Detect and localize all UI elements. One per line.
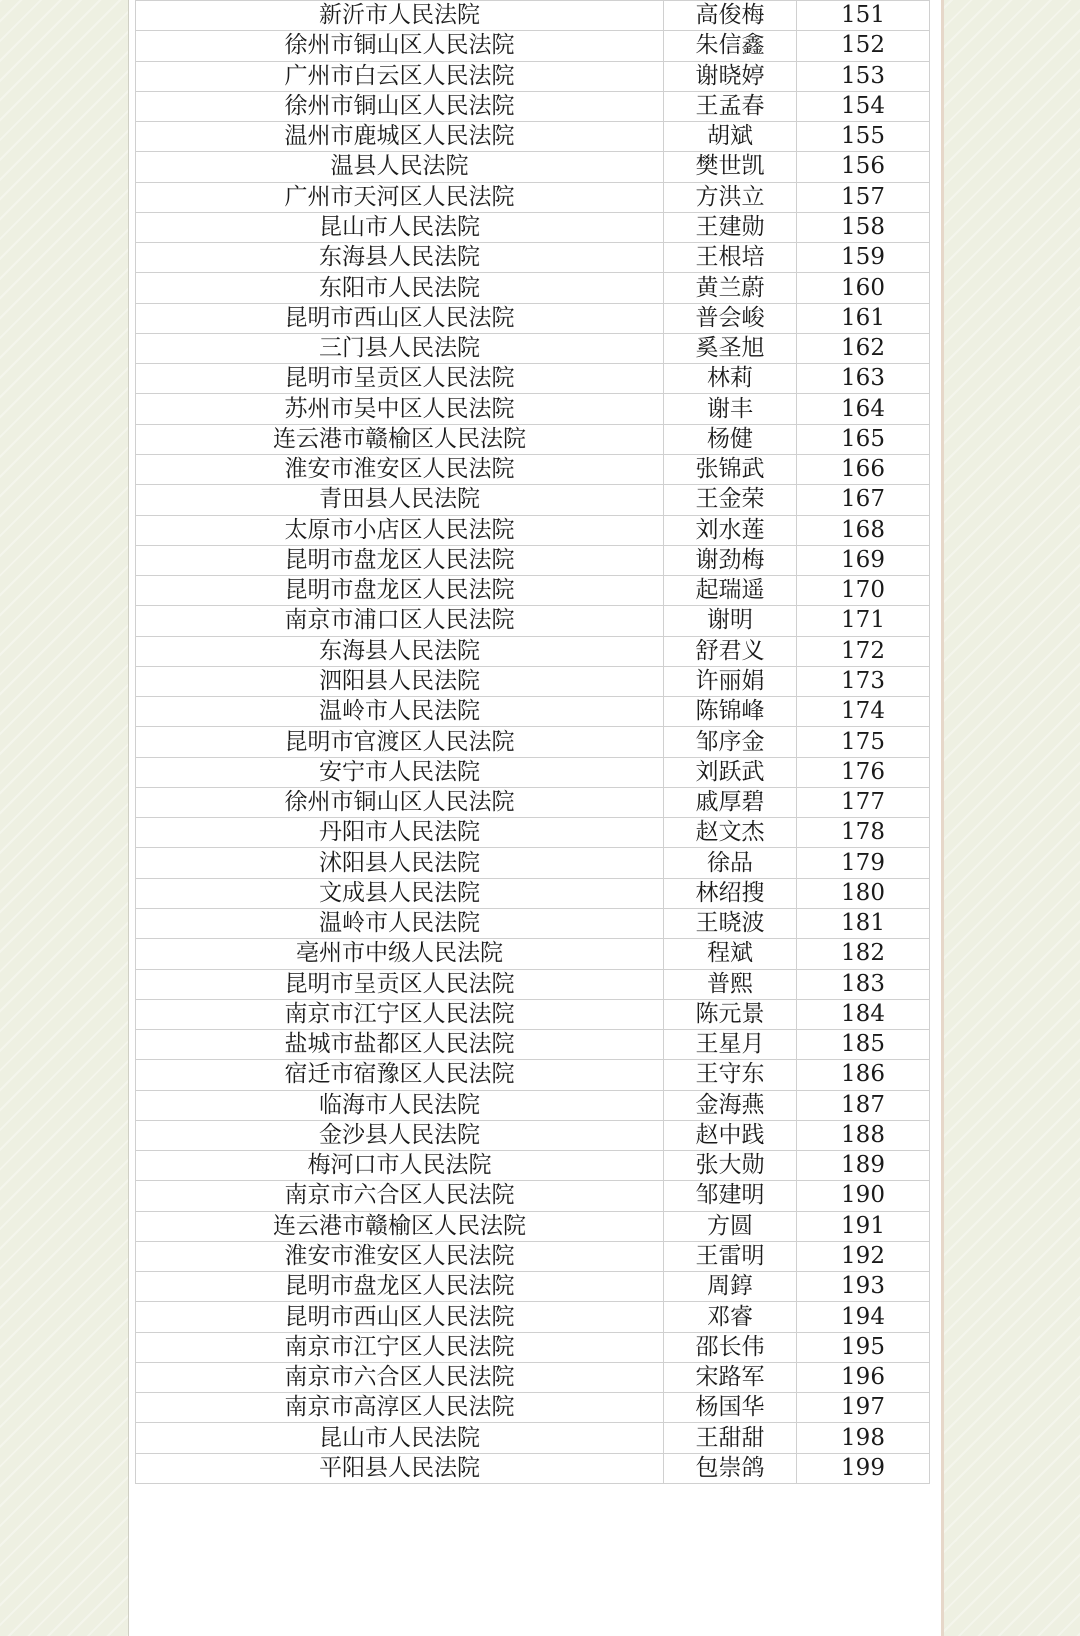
table-row bbox=[136, 515, 930, 545]
table-row bbox=[136, 182, 930, 212]
table-row bbox=[136, 424, 930, 454]
row-number-cell: 159 bbox=[797, 243, 930, 273]
table-row bbox=[136, 1090, 930, 1120]
table-row bbox=[136, 848, 930, 878]
person-name-cell: 赵中践 bbox=[664, 1120, 797, 1150]
row-number-cell: 198 bbox=[797, 1423, 930, 1453]
person-name-cell: 陈元景 bbox=[664, 999, 797, 1029]
person-name-cell: 舒君义 bbox=[664, 636, 797, 666]
person-name-cell: 朱信鑫 bbox=[664, 31, 797, 61]
court-cell: 东海县人民法院 bbox=[136, 243, 664, 273]
person-name-cell: 王雷明 bbox=[664, 1241, 797, 1271]
table-row bbox=[136, 1241, 930, 1271]
table-row bbox=[136, 1272, 930, 1302]
table-row bbox=[136, 576, 930, 606]
court-cell: 南京市高淳区人民法院 bbox=[136, 1393, 664, 1423]
row-number-cell: 184 bbox=[797, 999, 930, 1029]
court-cell: 南京市六合区人民法院 bbox=[136, 1181, 664, 1211]
row-number-cell: 177 bbox=[797, 787, 930, 817]
person-name-cell: 包崇鸽 bbox=[664, 1453, 797, 1483]
court-cell: 南京市江宁区人民法院 bbox=[136, 1332, 664, 1362]
person-name-cell: 胡斌 bbox=[664, 122, 797, 152]
row-number-cell: 152 bbox=[797, 31, 930, 61]
row-number-cell: 164 bbox=[797, 394, 930, 424]
row-number-cell: 194 bbox=[797, 1302, 930, 1332]
court-cell: 温岭市人民法院 bbox=[136, 697, 664, 727]
table-row bbox=[136, 122, 930, 152]
person-name-cell: 方洪立 bbox=[664, 182, 797, 212]
court-cell: 盐城市盐都区人民法院 bbox=[136, 1030, 664, 1060]
court-cell: 昆明市盘龙区人民法院 bbox=[136, 545, 664, 575]
table-row bbox=[136, 757, 930, 787]
court-cell: 文成县人民法院 bbox=[136, 878, 664, 908]
person-name-cell: 高俊梅 bbox=[664, 1, 797, 31]
table-row bbox=[136, 1362, 930, 1392]
table-row bbox=[136, 333, 930, 363]
court-cell: 苏州市吴中区人民法院 bbox=[136, 394, 664, 424]
row-number-cell: 167 bbox=[797, 485, 930, 515]
person-name-cell: 王甜甜 bbox=[664, 1423, 797, 1453]
court-cell: 亳州市中级人民法院 bbox=[136, 939, 664, 969]
table-row bbox=[136, 1302, 930, 1332]
person-name-cell: 刘水莲 bbox=[664, 515, 797, 545]
court-cell: 淮安市淮安区人民法院 bbox=[136, 1241, 664, 1271]
table-row bbox=[136, 273, 930, 303]
court-cell: 丹阳市人民法院 bbox=[136, 818, 664, 848]
court-cell: 青田县人民法院 bbox=[136, 485, 664, 515]
row-number-cell: 199 bbox=[797, 1453, 930, 1483]
person-name-cell: 谢明 bbox=[664, 606, 797, 636]
row-number-cell: 186 bbox=[797, 1060, 930, 1090]
person-name-cell: 谢丰 bbox=[664, 394, 797, 424]
person-name-cell: 王建勋 bbox=[664, 212, 797, 242]
table-row bbox=[136, 1120, 930, 1150]
row-number-cell: 185 bbox=[797, 1030, 930, 1060]
court-cell: 广州市天河区人民法院 bbox=[136, 182, 664, 212]
row-number-cell: 157 bbox=[797, 182, 930, 212]
row-number-cell: 179 bbox=[797, 848, 930, 878]
table-row bbox=[136, 1030, 930, 1060]
table-row bbox=[136, 31, 930, 61]
row-number-cell: 168 bbox=[797, 515, 930, 545]
table-row bbox=[136, 545, 930, 575]
court-cell: 沭阳县人民法院 bbox=[136, 848, 664, 878]
court-cell: 温县人民法院 bbox=[136, 152, 664, 182]
court-cell: 昆明市盘龙区人民法院 bbox=[136, 1272, 664, 1302]
row-number-cell: 182 bbox=[797, 939, 930, 969]
table-row bbox=[136, 818, 930, 848]
court-cell: 南京市浦口区人民法院 bbox=[136, 606, 664, 636]
court-cell: 昆明市呈贡区人民法院 bbox=[136, 364, 664, 394]
row-number-cell: 165 bbox=[797, 424, 930, 454]
row-number-cell: 190 bbox=[797, 1181, 930, 1211]
court-cell: 临海市人民法院 bbox=[136, 1090, 664, 1120]
person-name-cell: 方圆 bbox=[664, 1211, 797, 1241]
row-number-cell: 191 bbox=[797, 1211, 930, 1241]
table-row bbox=[136, 787, 930, 817]
table-row bbox=[136, 303, 930, 333]
person-name-cell: 邓睿 bbox=[664, 1302, 797, 1332]
row-number-cell: 189 bbox=[797, 1151, 930, 1181]
table-row bbox=[136, 1211, 930, 1241]
court-cell: 平阳县人民法院 bbox=[136, 1453, 664, 1483]
person-name-cell: 奚圣旭 bbox=[664, 333, 797, 363]
table-row bbox=[136, 1423, 930, 1453]
court-cell: 宿迁市宿豫区人民法院 bbox=[136, 1060, 664, 1090]
person-name-cell: 张锦武 bbox=[664, 454, 797, 484]
court-cell: 三门县人民法院 bbox=[136, 333, 664, 363]
court-cell: 连云港市赣榆区人民法院 bbox=[136, 424, 664, 454]
court-cell: 温州市鹿城区人民法院 bbox=[136, 122, 664, 152]
person-name-cell: 林莉 bbox=[664, 364, 797, 394]
table-row bbox=[136, 61, 930, 91]
person-name-cell: 樊世凯 bbox=[664, 152, 797, 182]
person-name-cell: 邹建明 bbox=[664, 1181, 797, 1211]
person-name-cell: 金海燕 bbox=[664, 1090, 797, 1120]
court-cell: 梅河口市人民法院 bbox=[136, 1151, 664, 1181]
table-row bbox=[136, 243, 930, 273]
table-row bbox=[136, 727, 930, 757]
row-number-cell: 178 bbox=[797, 818, 930, 848]
row-number-cell: 172 bbox=[797, 636, 930, 666]
person-name-cell: 起瑞遥 bbox=[664, 576, 797, 606]
row-number-cell: 174 bbox=[797, 697, 930, 727]
table-row bbox=[136, 1181, 930, 1211]
row-number-cell: 166 bbox=[797, 454, 930, 484]
row-number-cell: 169 bbox=[797, 545, 930, 575]
table-row bbox=[136, 908, 930, 938]
person-name-cell: 杨健 bbox=[664, 424, 797, 454]
table-row bbox=[136, 1060, 930, 1090]
court-cell: 昆明市呈贡区人民法院 bbox=[136, 969, 664, 999]
person-name-cell: 戚厚碧 bbox=[664, 787, 797, 817]
row-number-cell: 160 bbox=[797, 273, 930, 303]
row-number-cell: 155 bbox=[797, 122, 930, 152]
court-cell: 昆明市盘龙区人民法院 bbox=[136, 576, 664, 606]
document-panel bbox=[128, 0, 944, 1636]
row-number-cell: 151 bbox=[797, 1, 930, 31]
court-cell: 泗阳县人民法院 bbox=[136, 666, 664, 696]
table-row bbox=[136, 636, 930, 666]
person-name-cell: 王孟春 bbox=[664, 91, 797, 121]
row-number-cell: 170 bbox=[797, 576, 930, 606]
court-cell: 东海县人民法院 bbox=[136, 636, 664, 666]
table-row bbox=[136, 878, 930, 908]
row-number-cell: 176 bbox=[797, 757, 930, 787]
person-name-cell: 谢晓婷 bbox=[664, 61, 797, 91]
person-name-cell: 徐品 bbox=[664, 848, 797, 878]
court-cell: 昆明市官渡区人民法院 bbox=[136, 727, 664, 757]
table-row bbox=[136, 666, 930, 696]
person-name-cell: 许丽娟 bbox=[664, 666, 797, 696]
court-cell: 淮安市淮安区人民法院 bbox=[136, 454, 664, 484]
person-name-cell: 张大勋 bbox=[664, 1151, 797, 1181]
row-number-cell: 180 bbox=[797, 878, 930, 908]
row-number-cell: 196 bbox=[797, 1362, 930, 1392]
court-cell: 昆明市西山区人民法院 bbox=[136, 303, 664, 333]
person-name-cell: 王晓波 bbox=[664, 908, 797, 938]
row-number-cell: 183 bbox=[797, 969, 930, 999]
table-row bbox=[136, 939, 930, 969]
person-name-cell: 刘跃武 bbox=[664, 757, 797, 787]
person-name-cell: 邵长伟 bbox=[664, 1332, 797, 1362]
court-cell: 新沂市人民法院 bbox=[136, 1, 664, 31]
person-name-cell: 宋路军 bbox=[664, 1362, 797, 1392]
table-row bbox=[136, 394, 930, 424]
row-number-cell: 171 bbox=[797, 606, 930, 636]
person-name-cell: 王金荣 bbox=[664, 485, 797, 515]
row-number-cell: 197 bbox=[797, 1393, 930, 1423]
person-name-cell: 邹序金 bbox=[664, 727, 797, 757]
table-row bbox=[136, 1, 930, 31]
person-name-cell: 谢劲梅 bbox=[664, 545, 797, 575]
person-name-cell: 杨国华 bbox=[664, 1393, 797, 1423]
court-personnel-table bbox=[135, 0, 930, 1484]
table-row bbox=[136, 697, 930, 727]
row-number-cell: 187 bbox=[797, 1090, 930, 1120]
table-row bbox=[136, 212, 930, 242]
row-number-cell: 195 bbox=[797, 1332, 930, 1362]
table-body bbox=[136, 1, 930, 1484]
person-name-cell: 程斌 bbox=[664, 939, 797, 969]
row-number-cell: 188 bbox=[797, 1120, 930, 1150]
person-name-cell: 林绍搜 bbox=[664, 878, 797, 908]
table-row bbox=[136, 454, 930, 484]
person-name-cell: 王根培 bbox=[664, 243, 797, 273]
row-number-cell: 173 bbox=[797, 666, 930, 696]
table-row bbox=[136, 1393, 930, 1423]
row-number-cell: 161 bbox=[797, 303, 930, 333]
table-row bbox=[136, 606, 930, 636]
row-number-cell: 153 bbox=[797, 61, 930, 91]
row-number-cell: 193 bbox=[797, 1272, 930, 1302]
court-cell: 温岭市人民法院 bbox=[136, 908, 664, 938]
court-cell: 南京市江宁区人民法院 bbox=[136, 999, 664, 1029]
court-cell: 金沙县人民法院 bbox=[136, 1120, 664, 1150]
table-row bbox=[136, 999, 930, 1029]
row-number-cell: 162 bbox=[797, 333, 930, 363]
court-cell: 昆山市人民法院 bbox=[136, 1423, 664, 1453]
row-number-cell: 154 bbox=[797, 91, 930, 121]
person-name-cell: 赵文杰 bbox=[664, 818, 797, 848]
person-name-cell: 周錞 bbox=[664, 1272, 797, 1302]
court-cell: 连云港市赣榆区人民法院 bbox=[136, 1211, 664, 1241]
person-name-cell: 普熙 bbox=[664, 969, 797, 999]
person-name-cell: 普会峻 bbox=[664, 303, 797, 333]
person-name-cell: 陈锦峰 bbox=[664, 697, 797, 727]
person-name-cell: 王星月 bbox=[664, 1030, 797, 1060]
row-number-cell: 156 bbox=[797, 152, 930, 182]
table-row bbox=[136, 485, 930, 515]
table-row bbox=[136, 91, 930, 121]
table-row bbox=[136, 1332, 930, 1362]
person-name-cell: 黄兰蔚 bbox=[664, 273, 797, 303]
court-cell: 昆明市西山区人民法院 bbox=[136, 1302, 664, 1332]
court-cell: 徐州市铜山区人民法院 bbox=[136, 31, 664, 61]
table-row bbox=[136, 1151, 930, 1181]
row-number-cell: 163 bbox=[797, 364, 930, 394]
court-cell: 徐州市铜山区人民法院 bbox=[136, 91, 664, 121]
table-row bbox=[136, 364, 930, 394]
court-cell: 安宁市人民法院 bbox=[136, 757, 664, 787]
court-cell: 昆山市人民法院 bbox=[136, 212, 664, 242]
row-number-cell: 158 bbox=[797, 212, 930, 242]
court-cell: 太原市小店区人民法院 bbox=[136, 515, 664, 545]
person-name-cell: 王守东 bbox=[664, 1060, 797, 1090]
court-cell: 东阳市人民法院 bbox=[136, 273, 664, 303]
table-row bbox=[136, 1453, 930, 1483]
court-cell: 南京市六合区人民法院 bbox=[136, 1362, 664, 1392]
table-row bbox=[136, 969, 930, 999]
row-number-cell: 175 bbox=[797, 727, 930, 757]
court-cell: 徐州市铜山区人民法院 bbox=[136, 787, 664, 817]
row-number-cell: 192 bbox=[797, 1241, 930, 1271]
table-row bbox=[136, 152, 930, 182]
row-number-cell: 181 bbox=[797, 908, 930, 938]
court-cell: 广州市白云区人民法院 bbox=[136, 61, 664, 91]
